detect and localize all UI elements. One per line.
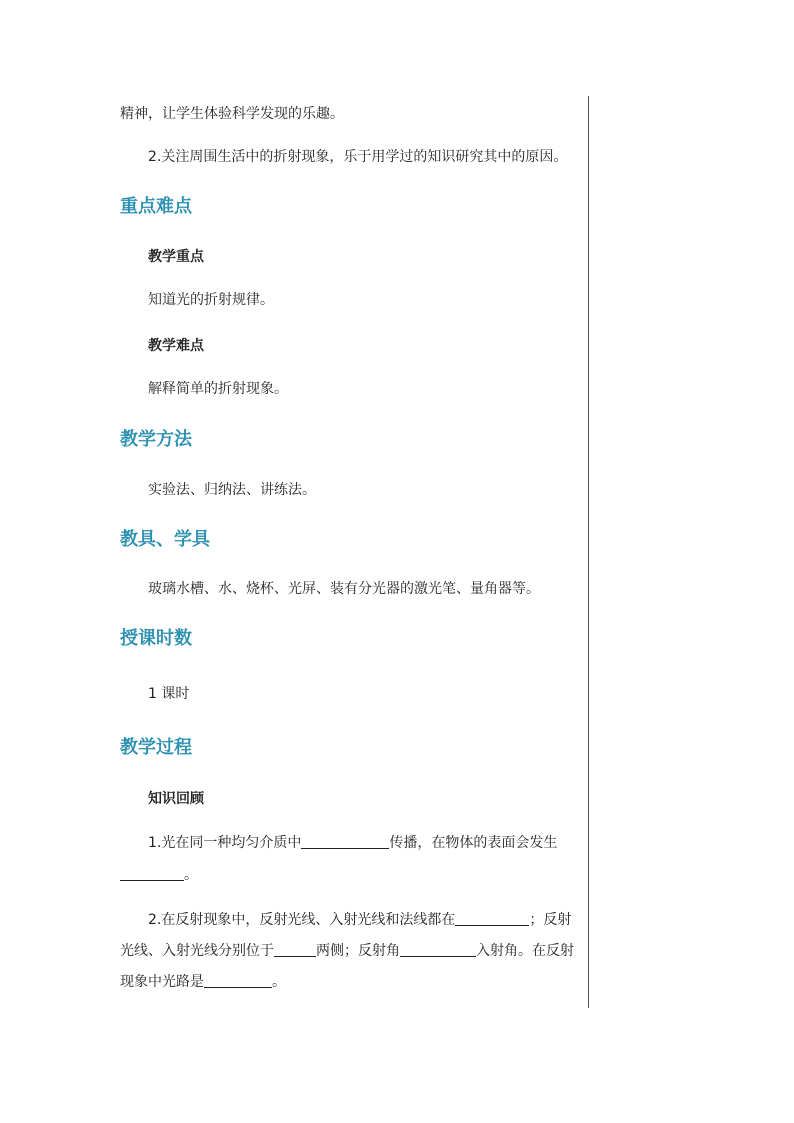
q2-text-c: 光线、入射光线分别位于 <box>120 943 274 959</box>
question-2-line-1 <box>148 909 608 931</box>
q1-text-a: 1.光在同一种均匀介质中 <box>148 835 302 851</box>
text-hours: 1 课时 <box>148 686 190 702</box>
label-review: 知识回顾 <box>148 791 204 807</box>
q2-blank-2[interactable] <box>274 942 316 957</box>
question-1-line-1 <box>148 832 608 854</box>
q2-text-e: 入射角。在反射 <box>476 943 574 959</box>
intro-line: 精神，让学生体验科学发现的乐趣。 <box>120 106 344 122</box>
q2-text-d: 两侧；反射角 <box>316 943 400 959</box>
q2-blank-3[interactable] <box>400 942 476 957</box>
question-2-line-2 <box>120 940 580 962</box>
q1-text-c: 。 <box>184 867 198 883</box>
text-tools: 玻璃水槽、水、烧杯、光屏、装有分光器的激光笔、量角器等。 <box>148 581 540 597</box>
text-focus: 知道光的折射规律。 <box>148 292 274 308</box>
label-difficulty: 教学难点 <box>148 338 204 354</box>
q2-blank-4[interactable] <box>204 973 272 988</box>
goal-2: 2.关注周围生活中的折射现象，乐于用学过的知识研究其中的原因。 <box>148 149 568 165</box>
question-1-line-2 <box>120 864 580 886</box>
heading-process: 教学过程 <box>120 737 192 758</box>
text-method: 实验法、归纳法、讲练法。 <box>148 482 316 498</box>
margin-rule <box>588 96 589 1008</box>
heading-tools: 教具、学具 <box>120 529 210 550</box>
q1-blank-1[interactable] <box>301 834 389 849</box>
heading-key-difficult: 重点难点 <box>120 196 192 217</box>
q2-text-a: 2.在反射现象中，反射光线、入射光线和法线都在 <box>148 912 456 928</box>
q1-text-b: 传播，在物体的表面会发生 <box>389 835 558 851</box>
text-difficulty: 解释简单的折射现象。 <box>148 381 288 397</box>
q2-text-g: 。 <box>272 974 286 990</box>
heading-method: 教学方法 <box>120 429 192 450</box>
q2-blank-1[interactable] <box>455 911 529 926</box>
q2-text-b: ；反射 <box>529 912 572 928</box>
question-2-line-3 <box>120 971 580 993</box>
q1-blank-2[interactable] <box>120 866 184 881</box>
label-focus: 教学重点 <box>148 249 204 265</box>
q2-text-f: 现象中光路是 <box>120 974 204 990</box>
heading-hours: 授课时数 <box>120 628 192 649</box>
